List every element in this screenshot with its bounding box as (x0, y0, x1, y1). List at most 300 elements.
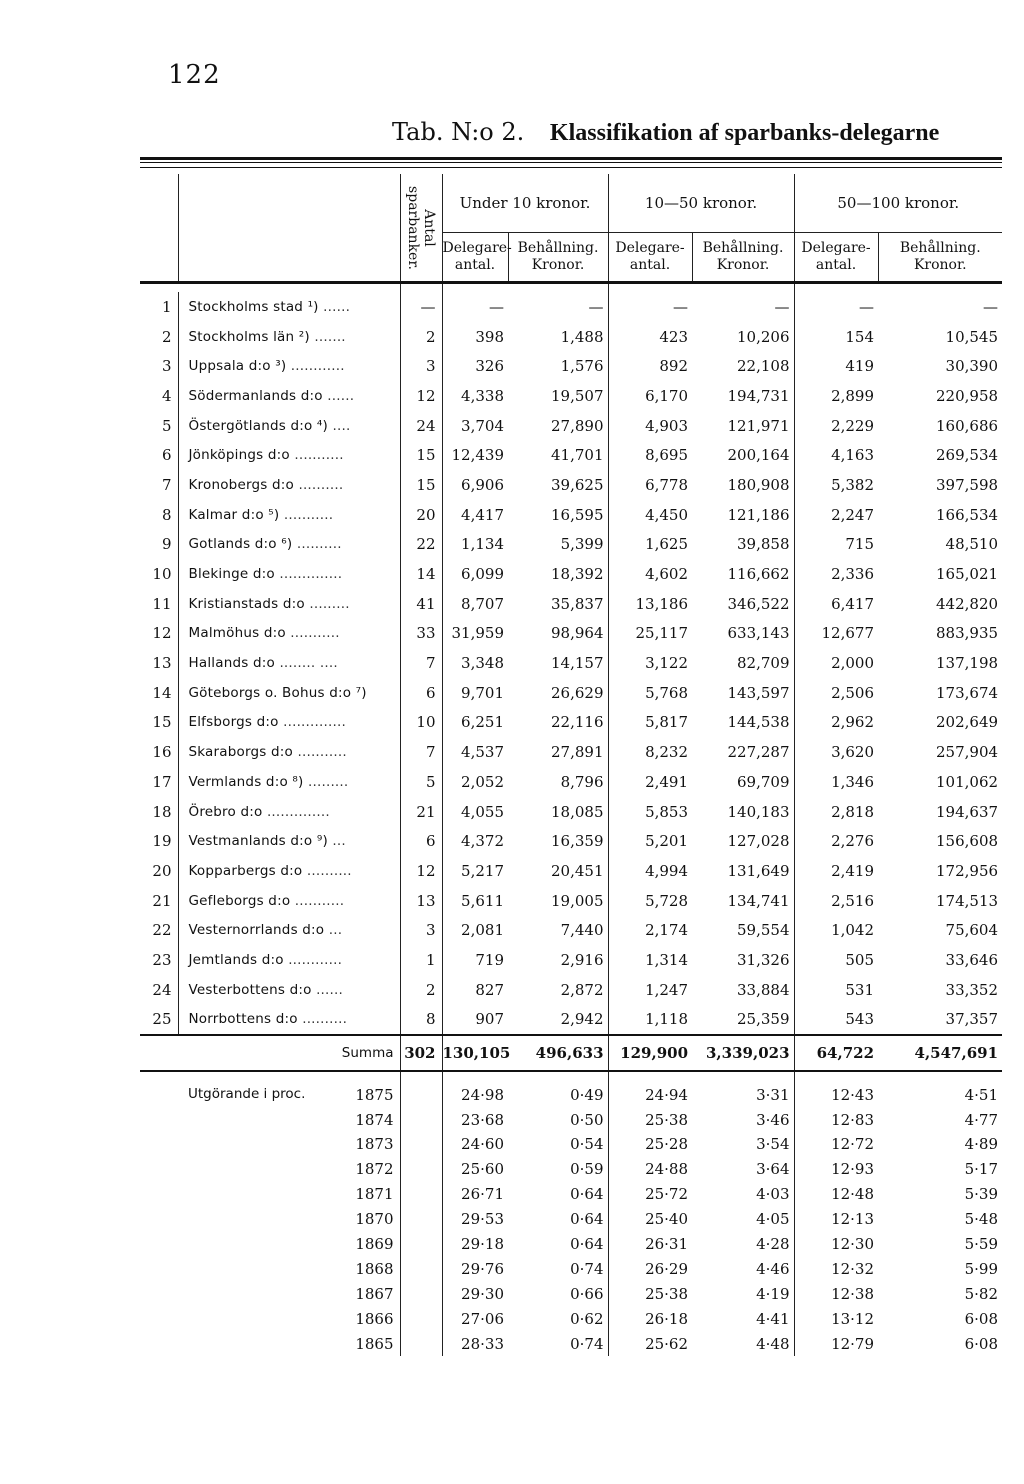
percent-rows (140, 1071, 1002, 1356)
table-row (140, 559, 1002, 589)
dot-leader: ........... (283, 506, 334, 523)
data-cell: 180,908 (692, 470, 794, 500)
row-index: 9 (140, 530, 178, 560)
spacer-cell (178, 284, 400, 292)
table-heading: Klassifikation af sparbanks-delegarne (549, 120, 940, 146)
percent-antal-blank (400, 1132, 442, 1157)
antal-value: 2 (400, 322, 442, 352)
county-name (178, 1005, 400, 1036)
data-cell: 2,942 (508, 1005, 608, 1036)
dot-leader: ...... (323, 298, 351, 315)
percent-cell: 6·08 (964, 1309, 999, 1328)
data-cell: 121,971 (692, 411, 794, 441)
dot-leader: ...... (327, 387, 355, 404)
data-cell: 156,608 (936, 832, 999, 851)
data-cell: 2,818 (831, 802, 875, 821)
group-50-100: 50—100 kronor. (794, 174, 1002, 233)
header-delegare (442, 233, 512, 283)
header-delegare (608, 233, 692, 283)
data-cell: 5,817 (645, 713, 689, 732)
dot-leader: ....... (314, 328, 346, 345)
antal-value: 20 (400, 500, 442, 530)
county-label: Stockholms län ²) (188, 328, 310, 345)
data-cell: 719 (475, 950, 504, 969)
percent-label-cell (178, 1132, 400, 1157)
data-cell: 633,143 (692, 619, 794, 649)
data-cell: 33,884 (692, 975, 794, 1005)
percent-year: 1875 (355, 1085, 394, 1104)
county-label: Gefleborgs d:o (188, 892, 291, 909)
gap-cell (608, 1071, 692, 1082)
summa-antal: 302 (400, 1035, 442, 1071)
data-cell: 4,994 (645, 861, 689, 880)
percent-antal-blank (400, 1306, 442, 1331)
county-name (178, 530, 400, 560)
table-row (140, 826, 1002, 856)
summa-value: 129,900 (608, 1035, 692, 1071)
percent-cell: 4·28 (692, 1232, 794, 1257)
data-cell: 1,346 (831, 772, 875, 791)
data-cell: 5,201 (645, 832, 689, 851)
data-cell: 2,229 (831, 416, 875, 435)
summa-section (140, 1035, 1002, 1071)
data-cell: 827 (475, 980, 504, 999)
percent-year: 1868 (355, 1259, 394, 1278)
data-cell: 4,372 (461, 832, 504, 851)
data-cell: 6,417 (831, 594, 875, 613)
percent-cell: 0·74 (508, 1256, 608, 1281)
percent-year: 1872 (355, 1160, 394, 1179)
percent-label: Utgörande i proc. (188, 1085, 306, 1102)
data-cell: — (673, 297, 689, 316)
percent-cell: 25·60 (461, 1160, 504, 1179)
summa-row (140, 1035, 1002, 1071)
data-cell: 6,778 (645, 475, 689, 494)
county-label: Uppsala d:o ³) (188, 358, 287, 375)
spacer-cell (692, 284, 794, 292)
percent-label-cell (178, 1157, 400, 1182)
percent-antal-blank (400, 1157, 442, 1182)
data-cell: 12,439 (451, 446, 504, 465)
percent-cell: 25·38 (645, 1110, 689, 1129)
percent-cell: 29·18 (461, 1234, 504, 1253)
data-cell: 2,000 (831, 654, 875, 673)
percent-year: 1865 (355, 1334, 394, 1353)
percent-year: 1871 (355, 1185, 394, 1204)
percent-cell: 25·28 (645, 1135, 689, 1154)
county-label: Vesternorrlands d:o (188, 922, 325, 939)
spacer-cell (794, 284, 878, 292)
header-antal (400, 174, 442, 283)
percent-cell: 4·05 (692, 1207, 794, 1232)
percent-row (140, 1207, 1002, 1232)
percent-cell: 3·31 (692, 1082, 794, 1107)
row-index: 5 (140, 411, 178, 441)
county-label: Kristianstads d:o (188, 595, 305, 612)
county-label: Vestmanlands d:o ⁹) (188, 833, 328, 850)
data-cell: 16,359 (508, 826, 608, 856)
percent-row (140, 1232, 1002, 1257)
percent-cell: 4·77 (964, 1110, 999, 1129)
percent-cell: 13·12 (831, 1309, 875, 1328)
percent-cell: 12·83 (831, 1110, 875, 1129)
percent-index-blank (140, 1157, 178, 1182)
percent-cell: 4·03 (692, 1182, 794, 1207)
data-cell: 715 (845, 535, 875, 554)
percent-index-blank (140, 1132, 178, 1157)
table-row (140, 915, 1002, 945)
county-label: Örebro d:o (188, 803, 263, 820)
antal-value: 6 (400, 826, 442, 856)
data-cell: 39,858 (692, 530, 794, 560)
delegare-line2: antal. (815, 257, 857, 273)
data-cell: 144,538 (692, 708, 794, 738)
percent-cell: 26·29 (645, 1259, 689, 1278)
title-rule-thin-2 (140, 167, 1002, 168)
data-cell: 14,157 (508, 648, 608, 678)
data-cell: 4,055 (461, 802, 504, 821)
percent-index-blank (140, 1182, 178, 1207)
percent-cell: 12·79 (831, 1334, 875, 1353)
percent-index-blank (140, 1207, 178, 1232)
percent-year: 1867 (355, 1284, 394, 1303)
percent-row (140, 1306, 1002, 1331)
spacer-cell (608, 284, 692, 292)
spacer-cell (508, 284, 608, 292)
table-row (140, 1005, 1002, 1036)
percent-year: 1869 (355, 1234, 394, 1253)
percent-cell: 12·32 (831, 1259, 875, 1278)
county-name (178, 856, 400, 886)
county-name (178, 589, 400, 619)
table-row (140, 767, 1002, 797)
antal-value: 12 (400, 856, 442, 886)
county-name (178, 886, 400, 916)
table-row (140, 411, 1002, 441)
data-cell: 2,899 (831, 386, 875, 405)
percent-index-blank (140, 1331, 178, 1356)
data-cell: 131,649 (692, 856, 794, 886)
data-cell: 8,232 (645, 743, 689, 762)
county-name (178, 826, 400, 856)
table-number: Tab. N:o 2. (392, 118, 525, 146)
percent-cell: 29·53 (461, 1210, 504, 1229)
county-name (178, 322, 400, 352)
table-row (140, 648, 1002, 678)
county-label: Östergötlands d:o ⁴) (188, 417, 329, 434)
percent-cell: 12·30 (831, 1234, 875, 1253)
table-row (140, 589, 1002, 619)
percent-cell: 24·98 (461, 1085, 504, 1104)
data-cell: 165,021 (936, 565, 999, 584)
data-cell: 5,382 (831, 475, 875, 494)
percent-row (140, 1182, 1002, 1207)
data-cell: 531 (845, 980, 875, 999)
data-cell: 27,891 (508, 737, 608, 767)
data-cell: — (489, 297, 504, 316)
table-row (140, 381, 1002, 411)
delegare-line1: Delegare- (442, 240, 512, 256)
antal-label-line2: sparbanker. (405, 185, 421, 270)
county-label: Stockholms stad ¹) (188, 298, 319, 315)
data-cell: — (983, 297, 999, 316)
data-cell: 48,510 (945, 535, 999, 554)
data-cell: — (508, 292, 608, 322)
data-cell: 31,326 (692, 945, 794, 975)
data-cell: 137,198 (936, 654, 999, 673)
data-cell: 143,597 (692, 678, 794, 708)
percent-index-blank (140, 1256, 178, 1281)
table-row (140, 886, 1002, 916)
table-row (140, 945, 1002, 975)
percent-cell: 0·59 (508, 1157, 608, 1182)
antal-value: 13 (400, 886, 442, 916)
row-index: 12 (140, 619, 178, 649)
data-cell: 35,837 (508, 589, 608, 619)
percent-year: 1874 (355, 1110, 394, 1129)
table-row (140, 351, 1002, 381)
row-index: 14 (140, 678, 178, 708)
dot-leader: .............. (266, 803, 330, 820)
gap-cell (178, 1071, 400, 1082)
data-cell: 397,598 (936, 475, 999, 494)
percent-cell: 4·41 (692, 1306, 794, 1331)
percent-label-cell (178, 1182, 400, 1207)
spacer-cell (140, 284, 178, 292)
county-name (178, 915, 400, 945)
data-cell: 2,174 (645, 921, 689, 940)
data-cell: 398 (475, 327, 504, 346)
row-index: 15 (140, 708, 178, 738)
data-cell: 18,085 (508, 797, 608, 827)
percent-cell: 25·72 (645, 1185, 689, 1204)
data-cell: 5,728 (645, 891, 689, 910)
percent-cell: 25·62 (645, 1334, 689, 1353)
antal-label-line1: Antal (421, 208, 437, 247)
dot-leader: ...... (316, 981, 344, 998)
county-name (178, 440, 400, 470)
gap-cell (400, 1071, 442, 1082)
summa-value: 496,633 (508, 1035, 608, 1071)
data-cell: 1,118 (645, 1010, 689, 1029)
behallning-line2: Kronor. (716, 257, 770, 273)
row-index: 8 (140, 500, 178, 530)
percent-cell: 0·66 (508, 1281, 608, 1306)
data-cell: 3,348 (461, 654, 504, 673)
county-label: Vermlands d:o ⁸) (188, 773, 304, 790)
dot-leader: ........... (294, 892, 345, 909)
data-cell: 3,122 (645, 654, 689, 673)
data-cell: 31,959 (451, 624, 504, 643)
table-row (140, 322, 1002, 352)
county-label: Hallands d:o (188, 655, 275, 672)
data-cell: 101,062 (936, 772, 999, 791)
data-cell: 2,962 (831, 713, 875, 732)
percent-cell: 4·51 (964, 1085, 999, 1104)
dot-leader: .......... (298, 476, 344, 493)
percent-cell: 12·48 (831, 1185, 875, 1204)
data-cell: 543 (845, 1010, 875, 1029)
data-cell: 41,701 (508, 440, 608, 470)
dot-leader: .... (332, 417, 351, 434)
percent-cell: 26·18 (645, 1309, 689, 1328)
data-cell: 160,686 (936, 416, 999, 435)
percent-cell: 0·64 (508, 1182, 608, 1207)
county-name (178, 381, 400, 411)
data-cell: 75,604 (945, 921, 999, 940)
antal-value: 41 (400, 589, 442, 619)
data-cell: 2,506 (831, 683, 875, 702)
dot-leader: ............ (290, 358, 345, 375)
data-cell: 98,964 (508, 619, 608, 649)
data-cell: 173,674 (936, 683, 999, 702)
dot-leader: ............ (288, 951, 343, 968)
data-cell: 2,081 (461, 921, 504, 940)
percent-cell: 3·64 (692, 1157, 794, 1182)
behallning-line2: Kronor. (531, 257, 585, 273)
data-cell: 4,903 (645, 416, 689, 435)
row-index: 19 (140, 826, 178, 856)
header-behallning (878, 233, 1002, 283)
county-label: Norrbottens d:o (188, 1011, 298, 1028)
percent-cell: 5·99 (964, 1259, 999, 1278)
antal-value: 22 (400, 530, 442, 560)
data-cell: 8,695 (645, 446, 689, 465)
row-index: 16 (140, 737, 178, 767)
delegare-line1: Delegare- (615, 240, 685, 256)
percent-row (140, 1281, 1002, 1306)
percent-cell: 0·54 (508, 1132, 608, 1157)
table-row (140, 797, 1002, 827)
data-cell: 127,028 (692, 826, 794, 856)
summa-value: 4,547,691 (878, 1035, 1002, 1071)
percent-antal-blank (400, 1182, 442, 1207)
percent-cell: 4·89 (964, 1135, 999, 1154)
percent-antal-blank (400, 1082, 442, 1107)
spacer-cell (442, 284, 508, 292)
dot-leader: .......... (302, 1011, 348, 1028)
table-row (140, 708, 1002, 738)
behallning-line1: Behållning. (517, 240, 599, 256)
data-cell: 2,276 (831, 832, 875, 851)
data-cell: 4,537 (461, 743, 504, 762)
data-cell: 6,906 (461, 475, 504, 494)
data-cell: 202,649 (936, 713, 999, 732)
gap-cell (140, 1071, 178, 1082)
data-cell: 19,507 (508, 381, 608, 411)
percent-cell: 12·13 (831, 1210, 875, 1229)
county-name (178, 648, 400, 678)
dot-leader: ... (332, 833, 346, 850)
dot-leader: .............. (283, 714, 346, 731)
row-index: 6 (140, 440, 178, 470)
dot-leader: .......... (306, 862, 352, 879)
percent-cell: 5·17 (964, 1160, 999, 1179)
percent-cell: 0·49 (508, 1082, 608, 1107)
percent-label-cell (178, 1331, 400, 1356)
data-cell: 82,709 (692, 648, 794, 678)
data-cell: 1,488 (508, 322, 608, 352)
header-delegare (794, 233, 878, 283)
statistics-table (140, 174, 1002, 1356)
data-cell: 116,662 (692, 559, 794, 589)
row-index: 22 (140, 915, 178, 945)
data-cell: 6,170 (645, 386, 689, 405)
dot-leader: ........... (294, 447, 344, 464)
page-number: 122 (168, 60, 221, 90)
row-index: 18 (140, 797, 178, 827)
county-rows (140, 284, 1002, 1035)
data-cell: 4,338 (461, 386, 504, 405)
gap-row (140, 1071, 1002, 1082)
percent-antal-blank (400, 1281, 442, 1306)
percent-antal-blank (400, 1107, 442, 1132)
antal-value: 7 (400, 648, 442, 678)
data-cell: 200,164 (692, 440, 794, 470)
data-cell: 121,186 (692, 500, 794, 530)
antal-value: 8 (400, 1005, 442, 1036)
percent-cell: 27·06 (461, 1309, 504, 1328)
antal-value: 15 (400, 470, 442, 500)
data-cell: 140,183 (692, 797, 794, 827)
data-cell: 1,625 (645, 535, 689, 554)
percent-antal-blank (400, 1232, 442, 1257)
spacer-cell (400, 284, 442, 292)
dot-leader: ........... (297, 744, 347, 761)
header-behallning (692, 233, 794, 283)
county-name (178, 559, 400, 589)
percent-cell: 24·94 (645, 1085, 689, 1104)
data-cell: 26,629 (508, 678, 608, 708)
spacer-row (140, 284, 1002, 292)
county-label: Kopparbergs d:o (188, 862, 303, 879)
row-index: 11 (140, 589, 178, 619)
percent-row (140, 1082, 1002, 1107)
percent-cell: 4·48 (692, 1331, 794, 1356)
county-name (178, 411, 400, 441)
data-cell: 2,916 (508, 945, 608, 975)
county-label: Kalmar d:o ⁵) (188, 506, 280, 523)
antal-value: 3 (400, 351, 442, 381)
percent-index-blank (140, 1232, 178, 1257)
row-index: 17 (140, 767, 178, 797)
data-cell: 1,134 (461, 535, 504, 554)
row-index: 2 (140, 322, 178, 352)
percent-row (140, 1157, 1002, 1182)
summa-value: 64,722 (794, 1035, 878, 1071)
county-name (178, 678, 400, 708)
county-label: Jönköpings d:o (188, 447, 290, 464)
percent-cell: 5·82 (964, 1284, 999, 1303)
percent-label-cell (178, 1107, 400, 1132)
percent-cell: 12·93 (831, 1160, 875, 1179)
percent-index-blank (140, 1281, 178, 1306)
spacer-cell (878, 284, 1002, 292)
data-cell: 257,904 (936, 743, 999, 762)
percent-row (140, 1331, 1002, 1356)
county-name (178, 500, 400, 530)
percent-index-blank (140, 1082, 178, 1107)
data-cell: 10,206 (692, 322, 794, 352)
data-cell: 2,872 (508, 975, 608, 1005)
data-cell: 892 (659, 357, 689, 376)
data-cell: 39,625 (508, 470, 608, 500)
county-label: Göteborgs o. Bohus d:o ⁷) (188, 684, 367, 701)
data-cell: 2,247 (831, 505, 875, 524)
percent-label-cell (178, 1281, 400, 1306)
percent-cell: 0·62 (508, 1306, 608, 1331)
summa-label: Summa (178, 1035, 400, 1071)
